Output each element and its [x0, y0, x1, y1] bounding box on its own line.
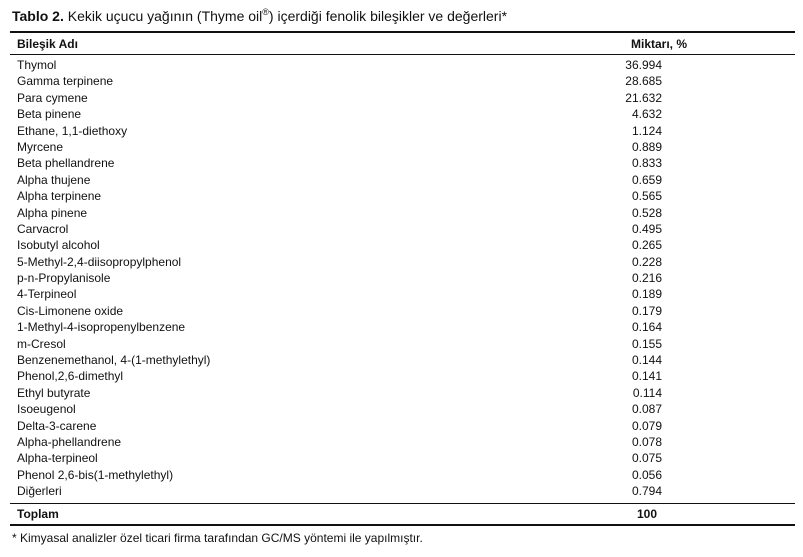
compound-amount: 28.685	[625, 74, 662, 89]
compound-amount: 0.164	[631, 320, 662, 335]
compound-amount: 0.794	[631, 484, 662, 499]
table-row	[10, 483, 795, 499]
compound-name: Gamma terpinene	[17, 74, 114, 89]
caption-label: Tablo 2.	[12, 8, 64, 24]
compound-name: p-n-Propylanisole	[17, 271, 111, 286]
compound-amount: 0.833	[631, 156, 662, 171]
compound-amount: 0.565	[631, 189, 662, 204]
table-row	[10, 270, 795, 286]
header-rule	[10, 54, 795, 55]
compound-name: 1-Methyl-4-isopropenylbenzene	[17, 320, 186, 335]
table-caption	[12, 6, 507, 26]
compound-amount: 4.632	[631, 107, 662, 122]
compound-name: Alpha-phellandrene	[17, 434, 122, 449]
compound-amount: 0.144	[631, 353, 662, 368]
compound-name: Alpha pinene	[17, 205, 88, 220]
compound-name: Myrcene	[17, 139, 64, 154]
compound-name: Para cymene	[17, 90, 88, 105]
table-row	[10, 139, 795, 155]
compound-name: Isobutyl alcohol	[17, 238, 100, 253]
compound-amount: 0.056	[631, 467, 662, 482]
table-row	[10, 188, 795, 204]
compound-amount: 0.228	[631, 254, 662, 269]
compound-amount: 0.659	[631, 172, 662, 187]
table-row	[10, 237, 795, 253]
table-row	[10, 385, 795, 401]
compound-name: Alpha thujene	[17, 172, 91, 187]
compound-amount: 0.114	[632, 385, 662, 400]
header-compound-name: Bileşik Adı	[17, 37, 78, 51]
table-row	[10, 73, 795, 89]
compound-name: 4-Terpineol	[17, 287, 77, 302]
table-bottom-rule	[10, 524, 795, 526]
total-top-rule	[10, 503, 795, 504]
compound-name: Alpha terpinene	[17, 189, 102, 204]
table-row	[10, 90, 795, 106]
compound-name: Alpha-terpineol	[17, 451, 98, 466]
table-row	[10, 254, 795, 270]
compound-amount: 0.087	[631, 402, 662, 417]
table-row	[10, 57, 795, 73]
table-row	[10, 205, 795, 221]
compound-name: Delta-3-carene	[17, 418, 97, 433]
header-amount: Miktarı, %	[630, 37, 687, 51]
table-row	[10, 368, 795, 384]
compound-name: 5-Methyl-2,4-diisopropylphenol	[17, 254, 182, 269]
compound-name: Diğerleri	[17, 484, 62, 499]
compound-amount: 0.078	[631, 434, 662, 449]
compound-amount: 1.124	[631, 123, 662, 138]
compound-amount: 0.141	[631, 369, 662, 384]
table-row	[10, 352, 795, 368]
compound-amount: 0.155	[631, 336, 662, 351]
total-label: Toplam	[17, 507, 59, 521]
total-value: 100	[636, 507, 657, 521]
compound-name: Phenol 2,6-bis(1-methylethyl)	[17, 467, 174, 482]
compound-name: Thymol	[17, 58, 57, 72]
table-row	[10, 418, 795, 434]
compound-amount: 0.079	[631, 418, 662, 433]
compound-name: Carvacrol	[17, 221, 69, 236]
compound-name: Beta pinene	[17, 107, 82, 122]
compound-list	[10, 57, 795, 500]
compound-amount: 0.495	[631, 221, 662, 236]
table-top-rule	[10, 31, 795, 33]
table-row	[10, 401, 795, 417]
compound-amount: 0.265	[631, 238, 662, 253]
table-row	[10, 123, 795, 139]
table-row	[10, 286, 795, 302]
footnote: * Kimyasal analizler özel ticari firma tarafından GC/MS yöntemi ile yapılmıştır.	[12, 531, 423, 545]
compound-name: Isoeugenol	[17, 402, 76, 417]
table-row	[10, 450, 795, 466]
table-row	[10, 155, 795, 171]
table-row	[10, 434, 795, 450]
registered-mark: ®	[262, 7, 269, 17]
compound-amount: 36.994	[625, 58, 662, 72]
table-row	[10, 336, 795, 352]
compound-amount: 21.632	[625, 90, 662, 105]
compound-name: Ethyl butyrate	[17, 385, 91, 400]
compound-amount: 0.179	[631, 303, 662, 318]
compound-name: Phenol,2,6-dimethyl	[17, 369, 124, 384]
caption-text-before: Kekik uçucu yağının (Thyme oil	[63, 8, 263, 24]
table-row	[10, 106, 795, 122]
compound-name: Benzenemethanol, 4-(1-methylethyl)	[17, 353, 211, 368]
compound-name: Cis-Limonene oxide	[17, 303, 124, 318]
table-row	[10, 221, 795, 237]
compound-name: Ethane, 1,1-diethoxy	[17, 123, 128, 138]
table-row	[10, 467, 795, 483]
table-row	[10, 319, 795, 335]
compound-amount: 0.528	[631, 205, 662, 220]
table-row	[10, 303, 795, 319]
compound-amount: 0.889	[631, 139, 662, 154]
compound-name: m-Cresol	[17, 336, 66, 351]
compound-name: Beta phellandrene	[17, 156, 115, 171]
table-row	[10, 172, 795, 188]
caption-text-after: ) içerdiği fenolik bileşikler ve değerleri*	[268, 8, 508, 24]
compound-amount: 0.189	[631, 287, 662, 302]
compound-amount: 0.075	[631, 451, 662, 466]
compound-amount: 0.216	[631, 271, 662, 286]
